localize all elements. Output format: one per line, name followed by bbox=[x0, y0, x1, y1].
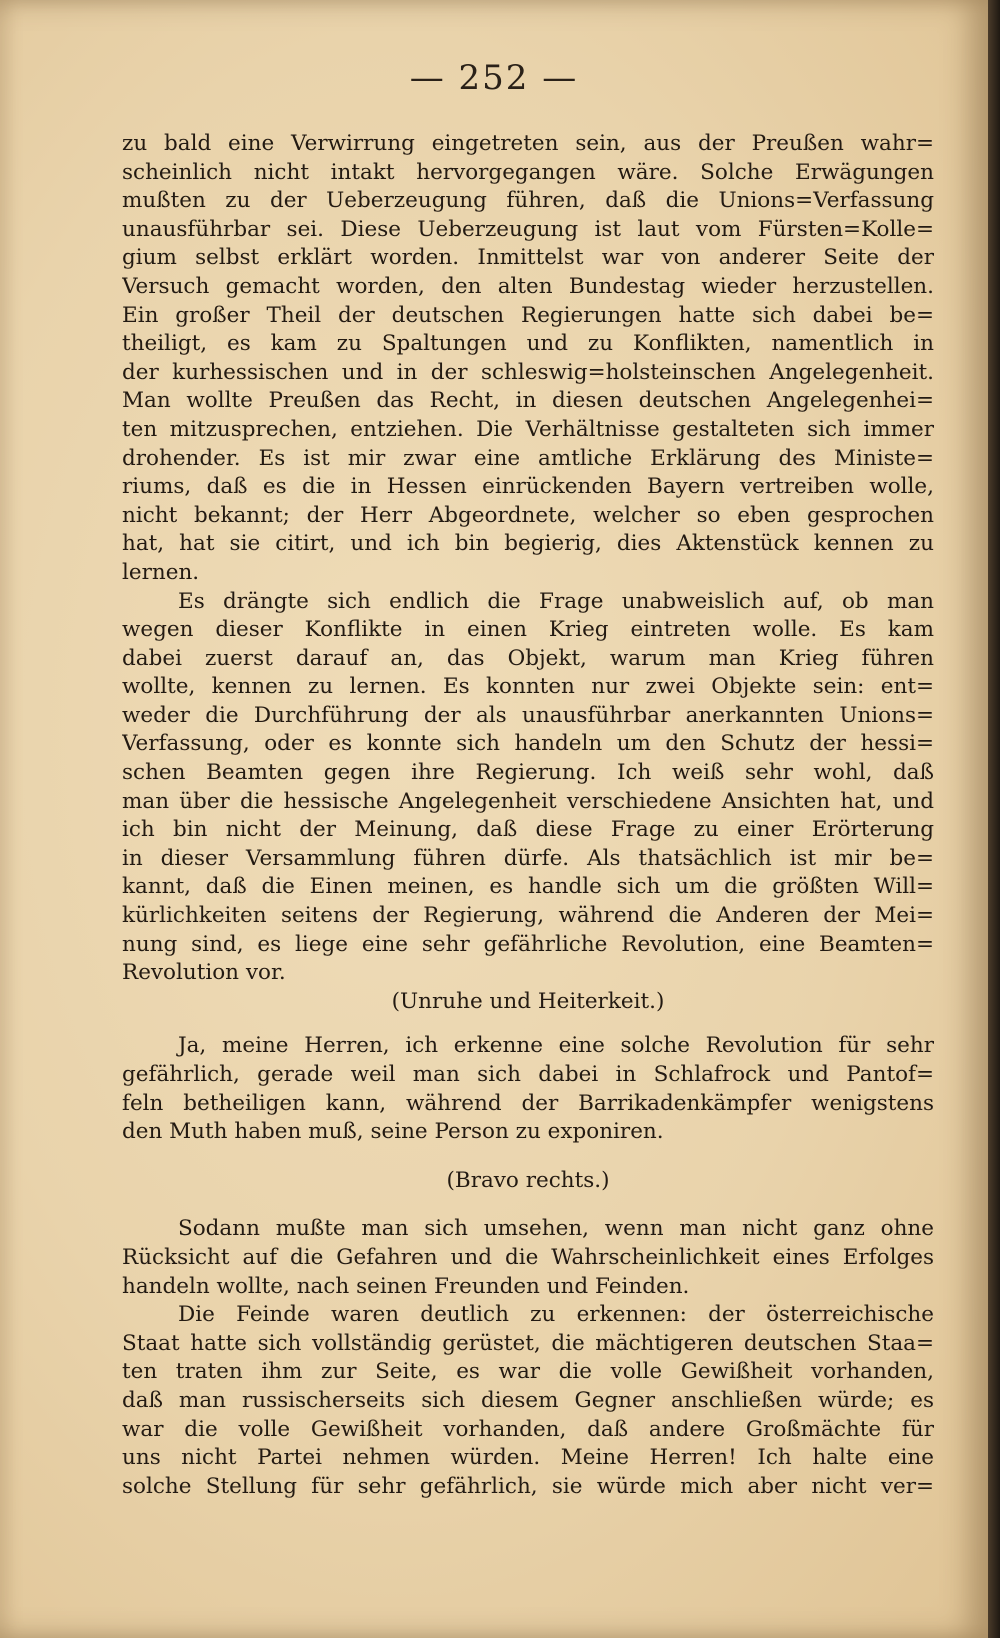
text-line: wegen dieser Konflikte in einen Krieg eintreten wolle. Es kam bbox=[122, 617, 934, 643]
text-line: Verfassung, oder es konnte sich handeln um den Schutz der hessi= bbox=[122, 731, 934, 757]
text-line: Ein großer Theil der deutschen Regierungen hatte sich dabei be= bbox=[122, 302, 934, 328]
text-line: Die Feinde waren deutlich zu erkennen: der österreichische bbox=[178, 1302, 934, 1328]
text-line: war die volle Gewißheit vorhanden, daß andere Großmächte für bbox=[122, 1416, 934, 1442]
text-line: uns nicht Partei nehmen würden. Meine Herren! Ich halte eine bbox=[122, 1445, 934, 1471]
text-line: feln betheiligen kann, während der Barrikadenkämpfer wenigstens bbox=[122, 1090, 934, 1116]
text-line: den Muth haben muß, seine Person zu exponiren. bbox=[122, 1119, 664, 1145]
text-line: Sodann mußte man sich umsehen, wenn man nicht ganz ohne bbox=[178, 1216, 934, 1242]
text-line: Ja, meine Herren, ich erkenne eine solche Revolution für sehr bbox=[178, 1033, 934, 1059]
text-line: handeln wollte, nach seinen Freunden und Feinden. bbox=[122, 1273, 690, 1299]
text-line: Staat hatte sich vollständig gerüstet, die mächtigeren deutschen Staa= bbox=[122, 1330, 934, 1356]
text-line: kürlichkeiten seitens der Regierung, während die Anderen der Mei= bbox=[122, 903, 934, 929]
text-line: ich bin nicht der Meinung, daß diese Frage zu einer Erörterung bbox=[122, 817, 934, 843]
text-line: dabei zuerst darauf an, das Objekt, warum man Krieg führen bbox=[122, 645, 934, 671]
text-line: lernen. bbox=[122, 559, 200, 585]
text-line: schen Beamten gegen ihre Regierung. Ich weiß sehr wohl, daß bbox=[122, 760, 934, 786]
body-text bbox=[122, 130, 934, 1501]
text-line: mußten zu der Ueberzeugung führen, daß die Unions=Verfassung bbox=[122, 188, 934, 214]
text-line: unausführbar sei. Diese Ueberzeugung ist laut vom Fürsten=Kolle= bbox=[122, 216, 934, 242]
text-line: zu bald eine Verwirrung eingetreten sein, aus der Preußen wahr= bbox=[122, 131, 934, 156]
text-line: in dieser Versammlung führen dürfe. Als thatsächlich ist mir be= bbox=[122, 845, 934, 871]
text-line: man über die hessische Angelegenheit verschiedene Ansichten hat, und bbox=[122, 788, 934, 814]
stage-direction: (Bravo rechts.) bbox=[446, 1167, 610, 1193]
stage-direction: (Unruhe und Heiterkeit.) bbox=[391, 988, 665, 1014]
text-line: Man wollte Preußen das Recht, in diesen deutschen Angelegenhei= bbox=[122, 388, 934, 414]
text-line: kannt, daß die Einen meinen, es handle sich um die größten Will= bbox=[122, 874, 934, 900]
text-line: solche Stellung für sehr gefährlich, sie würde mich aber nicht ver= bbox=[122, 1473, 934, 1499]
text-line: Es drängte sich endlich die Frage unabweislich auf, ob man bbox=[178, 588, 934, 614]
text-line: nung sind, es liege eine sehr gefährliche Revolution, eine Beamten= bbox=[122, 931, 934, 957]
text-line: gium selbst erklärt worden. Inmittelst war von anderer Seite der bbox=[122, 245, 934, 271]
text-line: Versuch gemacht worden, den alten Bundestag wieder herzustellen. bbox=[122, 273, 934, 299]
text-line: theiligt, es kam zu Spaltungen und zu Konflikten, namentlich in bbox=[122, 331, 934, 357]
text-line: scheinlich nicht intakt hervorgegangen wäre. Solche Erwägungen bbox=[122, 159, 934, 185]
text-line: riums, daß es die in Hessen einrückenden Bayern vertreiben wolle, bbox=[122, 474, 934, 500]
text-line: Rücksicht auf die Gefahren und die Wahrscheinlichkeit eines Erfolges bbox=[122, 1244, 934, 1270]
text-line: ten mitzusprechen, entziehen. Die Verhältnisse gestalteten sich immer bbox=[122, 416, 934, 442]
page-number: — 252 — bbox=[409, 58, 579, 98]
text-line: der kurhessischen und in der schleswig=holsteinschen Angelegenheit. bbox=[122, 359, 934, 385]
text-line: ten traten ihm zur Seite, es war die volle Gewißheit vorhanden, bbox=[122, 1359, 934, 1385]
book-page-edge bbox=[988, 0, 1000, 1638]
text-line: nicht bekannt; der Herr Abgeordnete, welcher so eben gesprochen bbox=[122, 502, 934, 528]
text-line: gefährlich, gerade weil man sich dabei in Schlafrock und Pantof= bbox=[122, 1062, 934, 1087]
text-line: drohender. Es ist mir zwar eine amtliche Erklärung des Ministe= bbox=[122, 445, 934, 471]
text-line: Revolution vor. bbox=[122, 960, 286, 986]
text-line: daß man russischerseits sich diesem Gegner anschließen würde; es bbox=[122, 1387, 934, 1413]
text-line: weder die Durchführung der als unausführbar anerkannten Unions= bbox=[122, 702, 934, 728]
text-line: hat, hat sie citirt, und ich bin begierig, dies Aktenstück kennen zu bbox=[122, 531, 934, 557]
text-line: wollte, kennen zu lernen. Es konnten nur zwei Objekte sein: ent= bbox=[122, 674, 934, 700]
